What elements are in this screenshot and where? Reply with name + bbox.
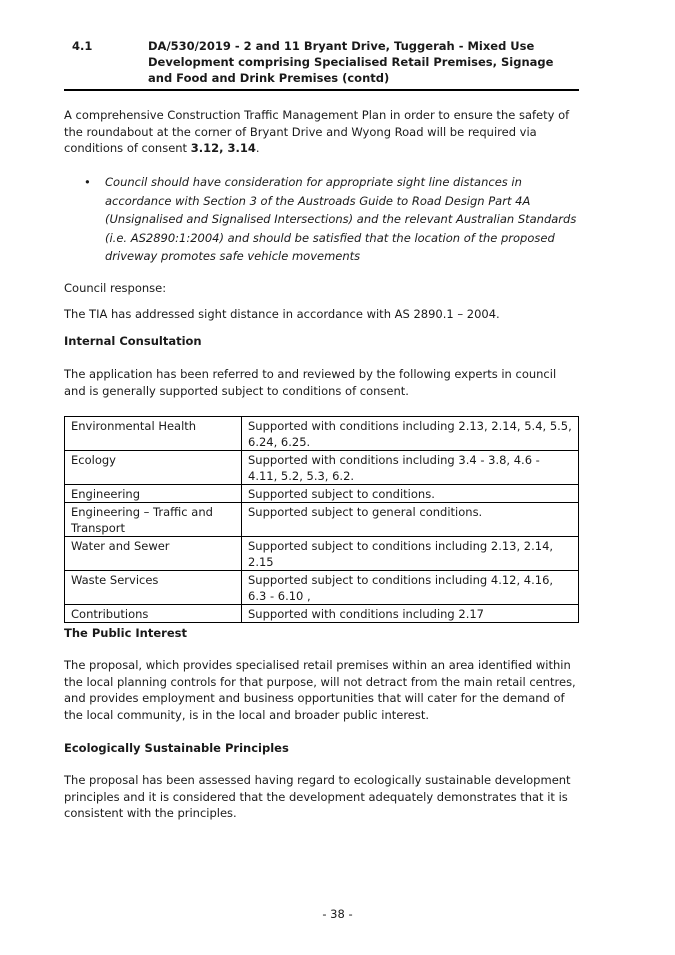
table-row	[65, 485, 579, 503]
public-interest-text: The proposal, which provides specialised retail premises within an area identified within the local planning controls for that purpose, will not detract from the main retail centres, and provides employment and business opportunities that will cater for the demand of the local community, is in the local and broader public interest.	[64, 658, 576, 722]
expert-cell: Engineering – Traffic and Transport	[65, 503, 242, 537]
expert-cell: Contributions	[65, 605, 242, 623]
intro-end: .	[255, 141, 260, 155]
page-number: - 38 -	[322, 907, 353, 921]
consultation-table	[64, 416, 579, 623]
intro-condition-ref: 3.12, 3.14	[190, 141, 256, 155]
consultation-table-body	[65, 417, 579, 623]
expert-cell: Water and Sewer	[65, 537, 242, 571]
council-response-label: Council response:	[64, 281, 167, 295]
report-header	[64, 38, 579, 91]
intro-paragraph	[64, 107, 579, 157]
bullet-icon: •	[84, 175, 91, 189]
table-row	[65, 571, 579, 605]
expert-cell: Waste Services	[65, 571, 242, 605]
table-row	[65, 417, 579, 451]
intro-text: A comprehensive Construction Traffic Management Plan in order to ensure the safety of the roundabout at the corner of Bryant Drive and Wyong Road will be required via conditions of consent	[64, 108, 570, 155]
council-response-text: The TIA has addressed sight distance in accordance with AS 2890.1 – 2004.	[64, 307, 500, 321]
table-row	[65, 451, 579, 485]
bullet-item	[84, 173, 579, 266]
internal-consultation-heading: Internal Consultation	[64, 334, 202, 348]
table-row	[65, 605, 579, 623]
item-number: 4.1	[72, 39, 93, 53]
expert-cell: Ecology	[65, 451, 242, 485]
esd-text: The proposal has been assessed having regard to ecologically sustainable development principles and it is considered that the development adequately demonstrates that it is consistent with the principles.	[64, 773, 571, 820]
status-cell: Supported with conditions including 2.13, 2.14, 5.4, 5.5, 6.24, 6.25.	[242, 417, 579, 451]
expert-cell: Engineering	[65, 485, 242, 503]
bullet-text: Council should have consideration for appropriate sight line distances in accordance with Section 3 of the Austroads Guide to Road Design Part 4A (Unsignalised and Signalised Intersections) and the relevant Australian Standards (i.e. AS2890:1:2004) and should be satisfied that the location of the proposed driveway promotes safe vehicle movements	[105, 175, 577, 263]
status-cell: Supported subject to conditions.	[242, 485, 579, 503]
item-title: DA/530/2019 - 2 and 11 Bryant Drive, Tuggerah - Mixed Use Development comprising Specialised Retail Premises, Signage and Food and Drink Premises (contd)	[148, 39, 554, 85]
esd-heading: Ecologically Sustainable Principles	[64, 741, 289, 755]
status-cell: Supported with conditions including 2.17	[242, 605, 579, 623]
status-cell: Supported subject to conditions including 2.13, 2.14, 2.15	[242, 537, 579, 571]
table-row	[65, 503, 579, 537]
expert-cell: Environmental Health	[65, 417, 242, 451]
status-cell: Supported with conditions including 3.4 - 3.8, 4.6 - 4.11, 5.2, 5.3, 6.2.	[242, 451, 579, 485]
status-cell: Supported subject to conditions including 4.12, 4.16, 6.3 - 6.10 ,	[242, 571, 579, 605]
public-interest-heading: The Public Interest	[64, 626, 187, 640]
table-row	[65, 537, 579, 571]
status-cell: Supported subject to general conditions.	[242, 503, 579, 537]
internal-consultation-text: The application has been referred to and reviewed by the following experts in council and is generally supported subject to conditions of consent.	[64, 367, 557, 398]
